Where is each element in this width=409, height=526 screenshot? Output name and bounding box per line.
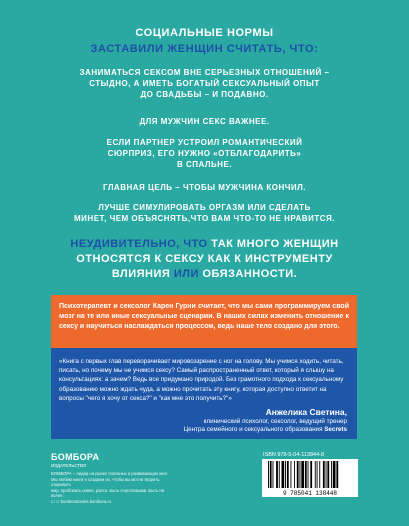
publisher-blurb: БОМБОРА – лидер на рынке полезных и развивающих книг. Мы любим книги и создаем их, чтобы вы могли творить, открывать мир, пробовать новое, расти. Быть счастливыми. Быть на волне. ☐ ☐ bomborabooks bombora.ru xyxy=(51,471,168,504)
headline xyxy=(0,25,409,57)
headline-line-2: ЗАСТАВИЛИ ЖЕНЩИН СЧИТАТЬ, ЧТО: xyxy=(90,43,319,55)
annotation-text: Психотерапевт и сексолог Карен Гурни считает, что мы сами программируем свой мозг на те или иные сексуальные сценарии. В наших силах изменить отношение к сексу и научиться наслаждаться процессом, ведь наше тело создано для этого. xyxy=(59,303,349,330)
punchline xyxy=(0,237,409,282)
punchline-blue-part: НЕУДИВИТЕЛЬНО, ЧТО xyxy=(70,238,208,250)
barcode-digits: 9 785041 138448 xyxy=(282,490,338,497)
punchline-line-2: ОТНОСЯТСЯ К СЕКСУ КАК К ИНСТРУМЕНТУ xyxy=(76,253,333,265)
punchline-word-duty: ОБЯЗАННОСТИ. xyxy=(202,268,298,280)
review-author-role: клинический психолог, сексолог, ведущий тренер Центра семейного и сексуального образования Secrets xyxy=(183,418,347,433)
barcode xyxy=(262,459,358,497)
norm-item-5: ЛУЧШЕ СИМУЛИРОВАТЬ ОРГАЗМ ИЛИ СДЕЛАТЬ МИНЕТ, ЧЕМ ОБЪЯСНЯТЬ,ЧТО ВАМ ЧТО-ТО НЕ НРАВИТСЯ. xyxy=(74,203,335,223)
review-quote: «Книга с первых глав переворачивает мировоззрение с ног на голову. Мы учимся ходить, читать, писать, но почему мы не учимся сексу? Самый распространенный ответ, который я слышу на консультациях: а зачем? Ведь все придумано природой. Без грамотного подхода к сексуальному образованию можно ждать чуда, а можно прочитать эту книгу, которая доступно ответит на вопросы "чего я хочу от секса?" и "как мне это получить?"» xyxy=(59,358,344,402)
punchline-white-part: ТАК МНОГО ЖЕНЩИН xyxy=(211,238,339,250)
isbn-label: ISBN 978-5-04-113844-8 xyxy=(263,452,325,458)
punchline-word-influence: ВЛИЯНИЯ xyxy=(111,268,171,280)
publisher-logo: БОМБОРА xyxy=(51,452,100,462)
review-quote-box xyxy=(51,348,357,439)
punchline-word-or: ИЛИ xyxy=(173,268,199,280)
headline-line-1: СОЦИАЛЬНЫЕ НОРМЫ xyxy=(135,27,274,39)
review-author: Анжелика Светина, xyxy=(265,407,347,417)
norm-item-2: ДЛЯ МУЖЧИН СЕКС ВАЖНЕЕ. xyxy=(139,117,270,126)
norm-item-4: ГЛАВНАЯ ЦЕЛЬ – ЧТОБЫ МУЖЧИНА КОНЧИЛ. xyxy=(102,183,306,192)
barcode-graphic xyxy=(262,459,358,497)
norm-item-3: ЕСЛИ ПАРТНЕР УСТРОИЛ РОМАНТИЧЕСКИЙ СЮРПРИЗ, ЕГО НУЖНО «ОТБЛАГОДАРИТЬ» В СПАЛЬНЕ. xyxy=(106,138,303,169)
norm-item-1: ЗАНИМАТЬСЯ СЕКСОМ ВНЕ СЕРЬЕЗНЫХ ОТНОШЕНИЙ – СТЫДНО, А ИМЕТЬ БОГАТЫЙ СЕКСУАЛЬНЫЙ ОПЫТ ДО СВАДЬБЫ – И ПОДАВНО. xyxy=(79,68,330,99)
annotation-box xyxy=(51,295,357,348)
publisher-imprint: ИЗДАТЕЛЬСТВО xyxy=(51,463,87,468)
